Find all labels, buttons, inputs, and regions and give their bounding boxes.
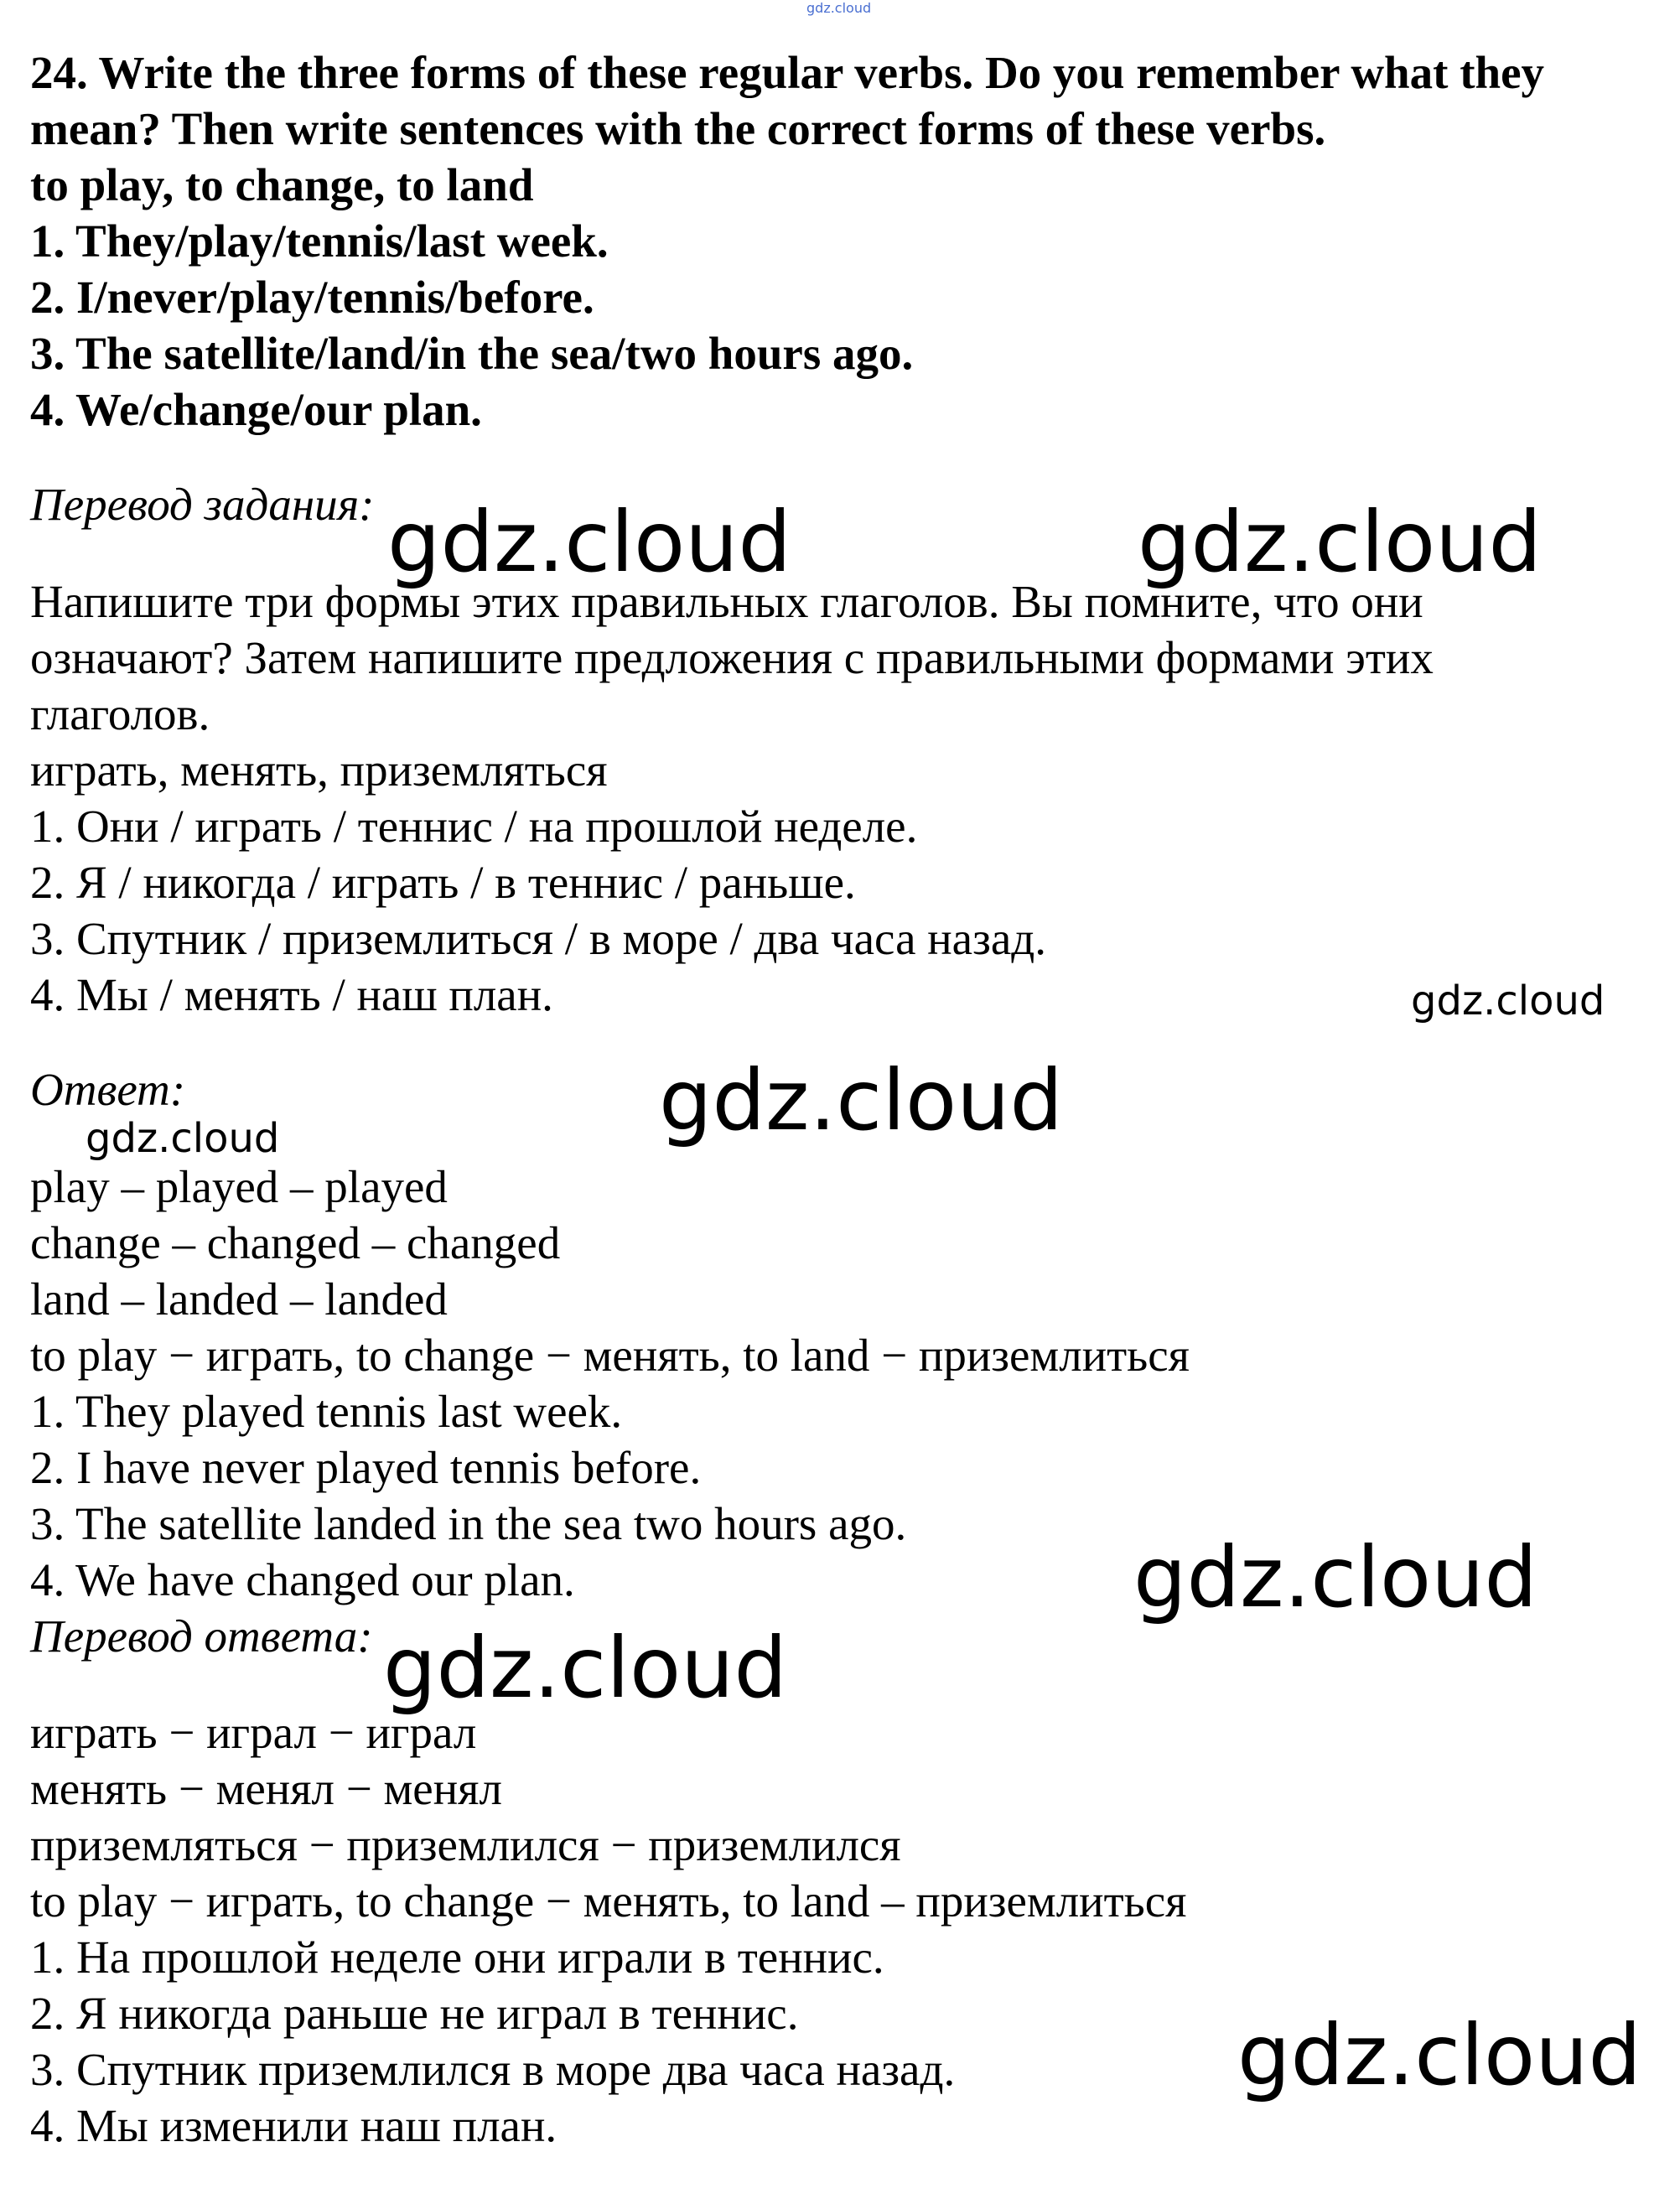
task-heading-line-1: 24. Write the three forms of these regular verbs. Do you remember what they: [30, 47, 1545, 98]
answer-forms-3: land – landed – landed: [30, 1273, 448, 1325]
answer-label: Ответ:: [30, 1064, 186, 1115]
watermark-8: gdz.cloud: [1237, 2006, 1642, 2104]
task-translation-item-4: 4. Мы / менять / наш план.: [30, 969, 553, 1020]
watermark-1: gdz.cloud: [387, 493, 792, 591]
answer-meanings: to play − играть, to change − менять, to land − приземлиться: [30, 1330, 1190, 1381]
answer-item-1: 1. They played tennis last week.: [30, 1386, 623, 1437]
task-translation-label: Перевод задания:: [30, 479, 375, 530]
task-verbs: to play, to change, to land: [30, 159, 534, 210]
task-item-4: 4. We/change/our plan.: [30, 384, 482, 435]
answer-translation-item-1: 1. На прошлой неделе они играли в теннис.: [30, 1932, 884, 1983]
answer-translation-label: Перевод ответа:: [30, 1610, 373, 1662]
answer-forms-1: play – played – played: [30, 1161, 448, 1212]
answer-item-2: 2. I have never played tennis before.: [30, 1442, 702, 1493]
answer-translation-item-2: 2. Я никогда раньше не играл в теннис.: [30, 1988, 799, 2039]
answer-translation-forms-3: приземляться − приземлился − приземлился: [30, 1819, 901, 1870]
answer-translation-forms-2: менять − менял − менял: [30, 1763, 502, 1814]
task-translation-verbs: играть, менять, приземляться: [30, 744, 608, 796]
answer-item-3: 3. The satellite landed in the sea two hours ago.: [30, 1498, 907, 1549]
task-translation-line-1: Напишите три формы этих правильных глаголов. Вы помните, что они: [30, 576, 1423, 627]
answer-translation-forms-1: играть − играл − играл: [30, 1707, 477, 1758]
watermark-2: gdz.cloud: [1138, 493, 1543, 591]
watermark-5: gdz.cloud: [86, 1115, 280, 1162]
task-translation-item-1: 1. Они / играть / теннис / на прошлой неделе.: [30, 801, 918, 852]
answer-translation-item-4: 4. Мы изменили наш план.: [30, 2100, 557, 2151]
answer-translation-item-3: 3. Спутник приземлился в море два часа назад.: [30, 2044, 956, 2095]
task-translation-item-2: 2. Я / никогда / играть / в теннис / раньше.: [30, 857, 856, 908]
task-translation-line-2: означают? Затем напишите предложения с правильными формами этих: [30, 632, 1434, 683]
task-item-3: 3. The satellite/land/in the sea/two hours ago.: [30, 328, 914, 379]
answer-item-4: 4. We have changed our plan.: [30, 1554, 575, 1605]
watermark-top: gdz.cloud: [806, 0, 872, 16]
task-heading-line-2: mean? Then write sentences with the correct forms of these verbs.: [30, 103, 1326, 154]
answer-forms-2: change – changed – changed: [30, 1217, 561, 1268]
watermark-4: gdz.cloud: [659, 1051, 1064, 1149]
watermark-7: gdz.cloud: [383, 1619, 788, 1717]
task-item-1: 1. They/play/tennis/last week.: [30, 215, 609, 267]
watermark-3: gdz.cloud: [1411, 978, 1605, 1024]
task-item-2: 2. I/never/play/tennis/before.: [30, 272, 594, 323]
task-translation-line-3: глаголов.: [30, 688, 210, 739]
task-translation-item-3: 3. Спутник / приземлиться / в море / два часа назад.: [30, 913, 1046, 964]
answer-translation-meanings: to play − играть, to change − менять, to land – приземлиться: [30, 1875, 1187, 1927]
watermark-6: gdz.cloud: [1133, 1528, 1538, 1626]
